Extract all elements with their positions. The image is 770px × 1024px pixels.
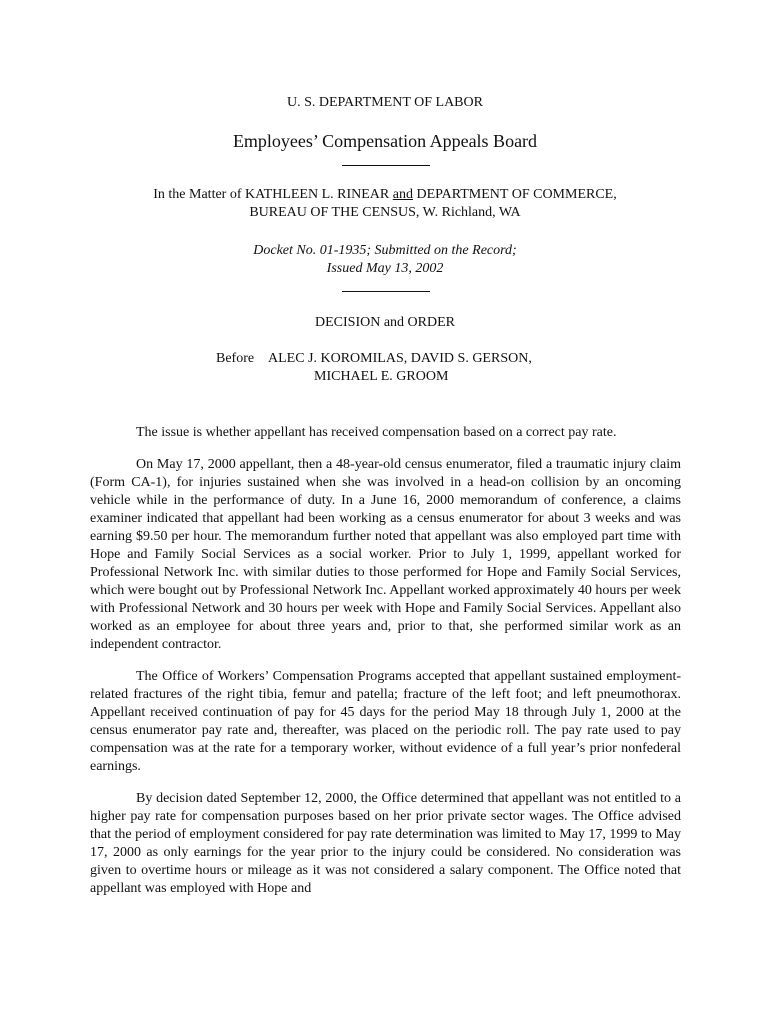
paragraph-decision: By decision dated September 12, 2000, the Office determined that appellant was not entitled to a higher pay rate for compensation purposes based on her prior private sector wages. The Office advised that the period of employment considered for pay rate determination was limited to May 17, 1999 to May 17, 2000 as only earnings for the year prior to the injury could be considered. No consideration was given to overtime hours or mileage as it was not considered a salary component. The Office noted that appellant was employed with Hope and	[90, 791, 681, 896]
board-title: Employees’ Compensation Appeals Board	[232, 131, 538, 151]
docket-line-1: Docket No. 01-1935; Submitted on the Record;	[253, 243, 517, 258]
panel-names-line-1: ALEC J. KOROMILAS, DAVID S. GERSON,	[268, 351, 532, 366]
caption-line-2: BUREAU OF THE CENSUS, W. Richland, WA	[249, 205, 521, 220]
before-label: Before	[216, 351, 255, 366]
docket-divider	[342, 291, 430, 292]
caption-prefix: In the Matter of KATHLEEN L. RINEAR	[153, 187, 393, 202]
opinion-body	[90, 424, 681, 912]
title-divider	[342, 165, 430, 166]
agency-heading: U. S. DEPARTMENT OF LABOR	[287, 95, 483, 110]
paragraph-facts: On May 17, 2000 appellant, then a 48-year-old census enumerator, filed a traumatic injury claim (Form CA-1), for injuries sustained when she was involved in a head-on collision by an oncoming vehicle while in the performance of duty. In a June 16, 2000 memorandum of conference, a claims examiner indicated that appellant had been working as a census enumerator for about 3 weeks and was earning $9.50 per hour. The memorandum further noted that appellant was also employed part time with Hope and Family Social Services as a social worker. Prior to July 1, 1999, appellant worked for Professional Network Inc. with similar duties to those performed for Hope and Family Social Services, which were bought out by Professional Network Inc. Appellant worked approximately 40 hours per week with Professional Network and 30 hours per week with Hope and Family Social Services. Appellant also worked as an employee for about three years and, prior to that, she performed similar work as an independent contractor.	[90, 457, 681, 652]
paragraph-acceptance: The Office of Workers’ Compensation Programs accepted that appellant sustained employment-related fractures of the right tibia, femur and patella; fracture of the left foot; and left pneumothorax. Appellant received continuation of pay for 45 days for the period May 18 through July 1, 2000 at the census enumerator pay rate and, thereafter, was placed on the periodic roll. The pay rate used to pay compensation was at the rate for a temporary worker, without evidence of a full year’s prior nonfederal earnings.	[90, 669, 681, 774]
panel-names-line-2: MICHAEL E. GROOM	[314, 369, 449, 384]
docket-line-2: Issued May 13, 2002	[326, 261, 444, 276]
case-caption	[0, 186, 770, 222]
paragraph-issue: The issue is whether appellant has received compensation based on a correct pay rate.	[136, 425, 617, 440]
decision-title: DECISION and ORDER	[315, 315, 455, 330]
panel-members	[0, 350, 770, 386]
caption-suffix: DEPARTMENT OF COMMERCE,	[412, 187, 617, 202]
docket-info	[0, 242, 770, 278]
caption-and: and	[392, 187, 413, 202]
caption-line-1	[0, 186, 770, 204]
